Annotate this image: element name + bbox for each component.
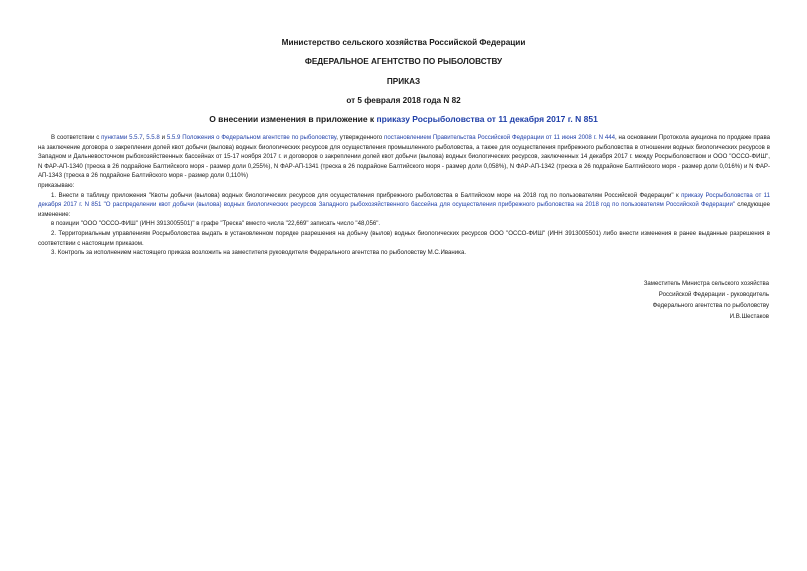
text-span: следующее изменение:: [38, 201, 770, 218]
paragraph-basis: [38, 133, 770, 181]
agency-heading: ФЕДЕРАЛЬНОЕ АГЕНТСТВО ПО РЫБОЛОВСТВУ: [304, 57, 503, 66]
text-span: ,: [142, 134, 147, 141]
text-span: 1. Внести в таблицу приложения "Квоты добычи (вылова) водных биологических ресурсов для осуществления прибрежного рыболовства в Балтийском море на 2018 год по пользователям Российской Федерации" к: [51, 191, 682, 199]
text-span: В соответствии с: [51, 134, 102, 141]
text-span: , утвержденного: [336, 134, 385, 141]
paragraph-order: приказываю:: [38, 181, 75, 189]
doc-title-prefix: О внесении изменения в приложение к: [209, 114, 377, 124]
text-span: , на основании Протокола аукциона по продаже права на заключение договора о закреплении долей квот добычи (вылова) водных биологических ресурсов для осуществления промышленного рыболовства, а также для осуществления прибрежного рыболовства в отношении водных биологических ресурсов в Западном и Дальневосточном рыбохозяйственных бассейнах от 15-17 ноября 2017 г. и договоров о закреплении долей квот добычи (вылова) водных биологических ресурсов, заключенных 14 декабря 2017 г. между Росрыболовством и ООО "ОССО-ФИШ", N ФАР-АП-1340 (треска в 26 подрайоне Балтийского моря - размер доли 0,255%), N ФАР-АП-1341 (треска в 26 подрайоне Балтийского моря - размер доли 0,058%), N ФАР-АП-1342 (треска в 26 подрайоне Балтийского моря - размер доли 0,016%) и N ФАР-АП-1343 (треска в 26 подрайоне Балтийского моря - размер доли 0,110%): [38, 134, 771, 180]
text-span: и: [159, 134, 167, 141]
document-body: [38, 133, 770, 258]
link-clause-559[interactable]: 5.5.9 Положения о Федеральном агентстве по рыболовству: [166, 134, 337, 141]
link-clause-558[interactable]: 5.5.8: [146, 134, 160, 141]
signature-block: [644, 278, 769, 322]
paragraph-item-1: [38, 191, 770, 220]
doc-type-heading: ПРИКАЗ: [386, 77, 421, 86]
paragraph-item-3: 3. Контроль за исполнением настоящего приказа возложить на заместителя руководителя Федерального агентства по рыболовству М.С.Иваника.: [51, 249, 467, 257]
ministry-heading: Министерство сельского хозяйства Российской Федерации: [281, 38, 526, 47]
link-government-decree[interactable]: постановлением Правительства Российской Федерации от 11 июня 2008 г. N 444: [384, 134, 616, 141]
doc-title-link[interactable]: приказу Росрыболовства от 11 декабря 2017 г. N 851: [376, 114, 598, 124]
link-clause-557[interactable]: пунктами 5.5.7: [101, 134, 143, 141]
signature-line: Федерального агентства по рыболовству: [652, 302, 769, 309]
doc-title: [0, 114, 807, 124]
signature-line: Российской Федерации - руководитель: [658, 291, 769, 298]
doc-date-heading: от 5 февраля 2018 года N 82: [346, 96, 461, 105]
link-order-851[interactable]: приказу Росрыболовства от 11 декабря 2017 г. N 851 "О распределении квот добычи (вылова) водных биологических ресурсов Западного рыбохозяйственного бассейна для осуществления прибрежного рыболовства на 2018 год по пользователям Российской Федерации": [38, 191, 770, 209]
signature-line: Заместитель Министра сельского хозяйства: [643, 280, 769, 287]
paragraph-change: в позиции "ООО "ОССО-ФИШ" (ИНН 3913005501)" в графе "Треска" вместо числа "22,669" записать число "48,056".: [51, 220, 381, 228]
signature-name: И.В.Шестаков: [729, 313, 769, 320]
paragraph-item-2: 2. Территориальным управлениям Росрыболовства выдать в установленном порядке разрешения на добычу (вылов) водных биологических ресурсов ООО "ОССО-ФИШ" (ИНН 3913005501) либо внести изменения в ранее выданные разрешения в соответствии с настоящим приказом.: [38, 229, 770, 247]
